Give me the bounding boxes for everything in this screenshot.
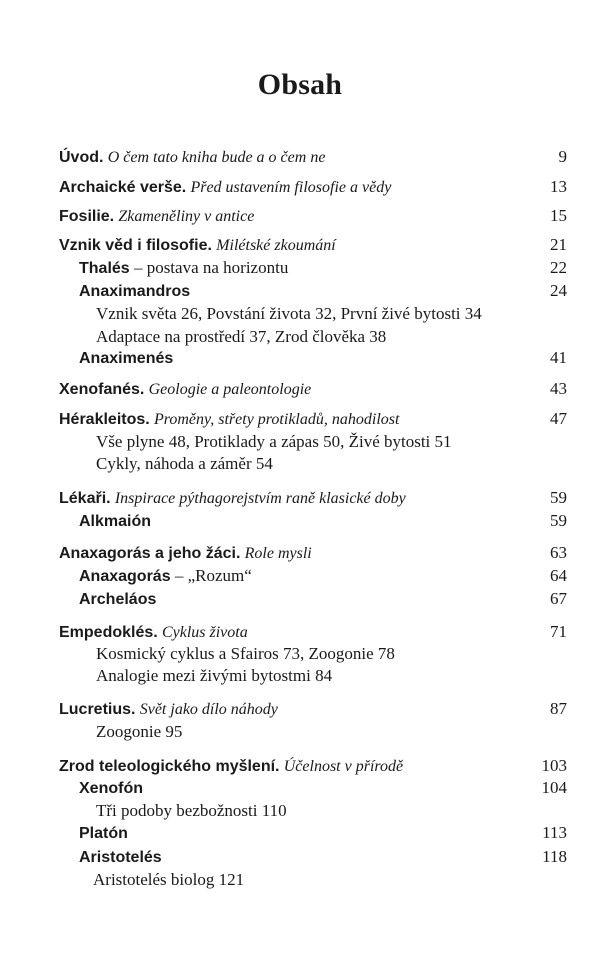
page-number: 63: [550, 543, 567, 562]
section-title: Archeláos: [79, 591, 157, 608]
page-number: 9: [558, 147, 567, 166]
chapter-subtitle: Role mysli: [244, 545, 312, 562]
section-title: Platón: [79, 825, 128, 842]
toc-entry: [59, 233, 567, 257]
toc-detail-line: [96, 642, 556, 666]
page-number: 15: [550, 206, 567, 225]
section-title: Aristotelés: [79, 849, 162, 866]
toc-entry: [59, 486, 567, 510]
toc-subentry: [59, 509, 567, 533]
toc-entry: [59, 145, 567, 169]
chapter-title: Xenofanés.: [59, 381, 145, 398]
toc-detail-line: [96, 720, 556, 744]
toc-subentry: [59, 845, 567, 869]
page-title: Obsah: [257, 68, 343, 101]
toc-detail-line: [96, 664, 556, 688]
page-number: 67: [550, 589, 567, 608]
page-number: 13: [550, 177, 567, 196]
chapter-subtitle: Milétské zkoumání: [216, 237, 336, 254]
page-number: 43: [550, 379, 567, 398]
chapter-title: Lékaři.: [59, 490, 111, 507]
toc-detail-line: [96, 452, 556, 476]
detail-text: Vše plyne 48, Protiklady a zápas 50, Živé bytosti 51: [96, 432, 452, 451]
section-title: Thalés: [79, 260, 130, 277]
page-number: 59: [550, 511, 567, 530]
toc-subentry: [59, 564, 567, 588]
section-note: – „Rozum“: [170, 566, 252, 585]
page-number: 24: [550, 281, 567, 300]
toc-detail-line: [96, 799, 556, 823]
toc-entry: [59, 204, 567, 228]
detail-text: Aristotelés biolog 121: [93, 870, 245, 889]
chapter-title: Úvod.: [59, 149, 104, 166]
page-number: 21: [550, 235, 567, 254]
chapter-subtitle: Před ustavením filosofie a vědy: [190, 179, 392, 196]
section-title: Anaximandros: [79, 283, 191, 300]
detail-text: Analogie mezi živými bytostmi 84: [96, 666, 333, 685]
toc-detail-line: [96, 430, 556, 454]
section-title: Xenofón: [79, 780, 143, 797]
toc-subentry: [59, 587, 567, 611]
chapter-subtitle: Inspirace pýthagorejstvím raně klasické doby: [114, 490, 406, 507]
toc-entry: [59, 541, 567, 565]
toc-entry: [59, 377, 567, 401]
toc-subentry: [59, 346, 567, 370]
detail-text: Tři podoby bezbožnosti 110: [96, 801, 287, 820]
page-number: 59: [550, 488, 567, 507]
page-number: 103: [541, 756, 567, 775]
chapter-title: Fosilie.: [59, 208, 115, 225]
chapter-subtitle: Cyklus života: [161, 624, 248, 641]
page-number: 87: [550, 699, 567, 718]
page-number: 47: [550, 409, 567, 428]
chapter-title: Hérakleitos.: [59, 411, 150, 428]
page-number: 41: [550, 348, 567, 367]
toc-entry: [59, 697, 567, 721]
detail-text: Cykly, náhoda a záměr 54: [96, 454, 273, 473]
chapter-title: Anaxagorás a jeho žáci.: [59, 545, 241, 562]
toc-detail-line: [93, 868, 553, 892]
toc-entry: [59, 407, 567, 431]
detail-text: Zoogonie 95: [96, 722, 183, 741]
chapter-title: Zrod teleologického myšlení.: [59, 758, 280, 775]
toc-entry: [59, 175, 567, 199]
section-title: Anaxagorás: [79, 568, 171, 585]
chapter-title: Empedoklés.: [59, 624, 158, 641]
toc-subentry: [59, 256, 567, 280]
chapter-title: Archaické verše.: [59, 179, 187, 196]
toc-subentry: [59, 821, 567, 845]
page-number: 104: [541, 778, 567, 797]
page-number: 71: [550, 622, 567, 641]
page-number: 22: [550, 258, 567, 277]
chapter-subtitle: O čem tato kniha bude a o čem ne: [107, 149, 326, 166]
page-number: 64: [550, 566, 567, 585]
toc-subentry: [59, 279, 567, 303]
page-number: 113: [542, 823, 567, 842]
section-title: Anaximenés: [79, 350, 174, 367]
toc-entry: [59, 620, 567, 644]
chapter-title: Lucretius.: [59, 701, 136, 718]
toc-subentry: [59, 776, 567, 800]
toc-detail-line: [96, 302, 556, 326]
detail-text: Adaptace na prostředí 37, Zrod člověka 38: [96, 327, 387, 346]
section-note: – postava na horizontu: [129, 258, 289, 277]
toc-entry: [59, 754, 567, 778]
chapter-title: Vznik věd i filosofie.: [59, 237, 212, 254]
detail-text: Vznik světa 26, Povstání života 32, První živé bytosti 34: [96, 304, 482, 323]
detail-text: Kosmický cyklus a Sfairos 73, Zoogonie 78: [96, 644, 395, 663]
page-number: 118: [542, 847, 567, 866]
chapter-subtitle: Geologie a paleontologie: [148, 381, 312, 398]
chapter-subtitle: Zkameněliny v antice: [118, 208, 255, 225]
chapter-subtitle: Účelnost v přírodě: [283, 758, 404, 775]
section-title: Alkmaión: [79, 513, 152, 530]
chapter-subtitle: Proměny, střety protikladů, nahodilost: [153, 411, 400, 428]
chapter-subtitle: Svět jako dílo náhody: [139, 701, 278, 718]
